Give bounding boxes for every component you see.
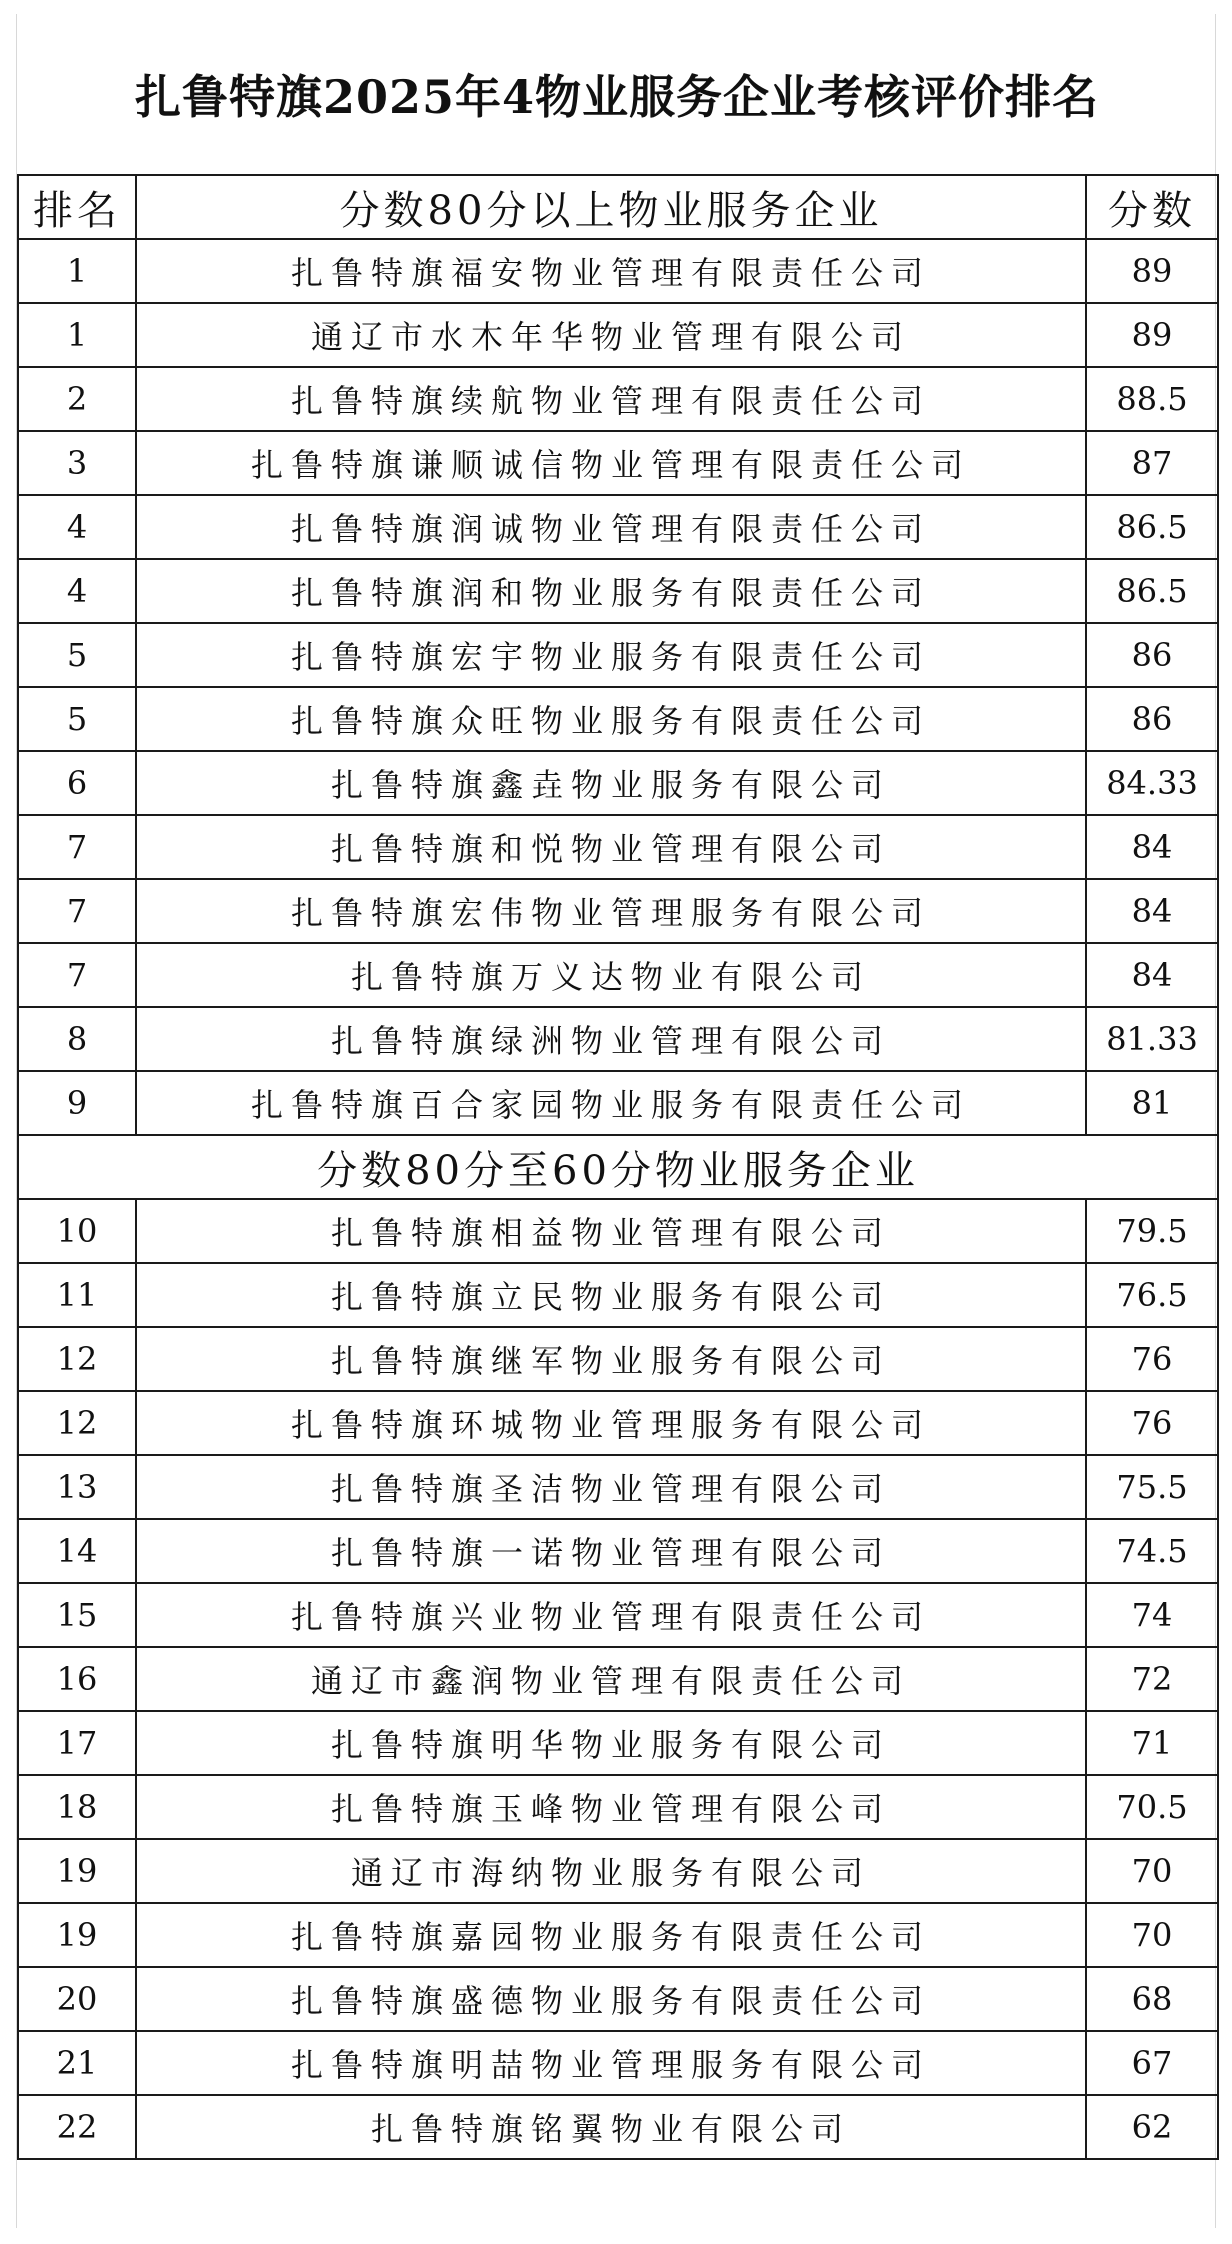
company-name-cell: 扎鲁特旗相益物业管理有限公司 [136,1199,1086,1263]
section-divider [18,1135,1218,1199]
score-cell: 74 [1086,1583,1218,1647]
company-name-cell: 扎鲁特旗百合家园物业服务有限责任公司 [136,1071,1086,1135]
table-row [18,1775,1218,1839]
company-name-cell: 扎鲁特旗鑫垚物业服务有限公司 [136,751,1086,815]
table-row [18,239,1218,303]
table-row [18,1199,1218,1263]
rank-cell: 7 [18,943,136,1007]
company-name-cell: 扎鲁特旗继军物业服务有限公司 [136,1327,1086,1391]
score-cell: 70 [1086,1839,1218,1903]
company-name-cell: 通辽市海纳物业服务有限公司 [136,1839,1086,1903]
rank-cell: 16 [18,1647,136,1711]
rank-column-header: 排名 [18,175,136,239]
table-row [18,1711,1218,1775]
company-column-header: 分数80分以上物业服务企业 [136,175,1086,239]
table-row [18,1519,1218,1583]
company-name-cell: 扎鲁特旗众旺物业服务有限责任公司 [136,687,1086,751]
rank-cell: 14 [18,1519,136,1583]
company-name-cell: 通辽市鑫润物业管理有限责任公司 [136,1647,1086,1711]
score-cell: 84 [1086,879,1218,943]
rank-cell: 17 [18,1711,136,1775]
table-row [18,1327,1218,1391]
score-cell: 88.5 [1086,367,1218,431]
table-row [18,1391,1218,1455]
table-row [18,1583,1218,1647]
score-cell: 71 [1086,1711,1218,1775]
above-80-section [18,239,1218,1135]
table-row [18,687,1218,751]
company-name-cell: 扎鲁特旗明喆物业管理服务有限公司 [136,2031,1086,2095]
score-cell: 76 [1086,1327,1218,1391]
table-row [18,495,1218,559]
rank-cell: 6 [18,751,136,815]
rank-cell: 7 [18,815,136,879]
score-cell: 76 [1086,1391,1218,1455]
score-cell: 68 [1086,1967,1218,2031]
score-column-header: 分数 [1086,175,1218,239]
company-name-cell: 扎鲁特旗明华物业服务有限公司 [136,1711,1086,1775]
rank-cell: 10 [18,1199,136,1263]
company-name-cell: 扎鲁特旗嘉园物业服务有限责任公司 [136,1903,1086,1967]
rank-cell: 19 [18,1903,136,1967]
score-cell: 84 [1086,943,1218,1007]
company-name-cell: 扎鲁特旗润和物业服务有限责任公司 [136,559,1086,623]
table-row [18,303,1218,367]
score-cell: 86 [1086,623,1218,687]
company-name-cell: 扎鲁特旗兴业物业管理有限责任公司 [136,1583,1086,1647]
company-name-cell: 扎鲁特旗谦顺诚信物业管理有限责任公司 [136,431,1086,495]
table-row [18,943,1218,1007]
page-title: 扎鲁特旗2025年4物业服务企业考核评价排名 [134,70,1100,124]
table-row [18,879,1218,943]
company-name-cell: 扎鲁特旗续航物业管理有限责任公司 [136,367,1086,431]
table-row [18,1839,1218,1903]
score-cell: 70.5 [1086,1775,1218,1839]
table-row [18,1903,1218,1967]
rank-cell: 12 [18,1327,136,1391]
score-cell: 86.5 [1086,495,1218,559]
rank-cell: 3 [18,431,136,495]
company-name-cell: 扎鲁特旗福安物业管理有限责任公司 [136,239,1086,303]
rank-cell: 15 [18,1583,136,1647]
rank-cell: 11 [18,1263,136,1327]
rank-cell: 4 [18,495,136,559]
score-cell: 86 [1086,687,1218,751]
document-sheet [16,14,1216,2228]
rank-cell: 19 [18,1839,136,1903]
rank-cell: 5 [18,623,136,687]
company-name-cell: 扎鲁特旗立民物业服务有限公司 [136,1263,1086,1327]
score-cell: 84 [1086,815,1218,879]
table-row [18,2095,1218,2159]
rank-cell: 2 [18,367,136,431]
score-cell: 74.5 [1086,1519,1218,1583]
company-name-cell: 扎鲁特旗万义达物业有限公司 [136,943,1086,1007]
section-title-row [18,1135,1218,1199]
rank-cell: 1 [18,239,136,303]
score-cell: 84.33 [1086,751,1218,815]
table-row [18,1455,1218,1519]
score-cell: 89 [1086,239,1218,303]
company-name-cell: 扎鲁特旗一诺物业管理有限公司 [136,1519,1086,1583]
score-cell: 89 [1086,303,1218,367]
table-row [18,815,1218,879]
60-to-80-section [18,1199,1218,2159]
table-row [18,1007,1218,1071]
rank-cell: 4 [18,559,136,623]
rank-cell: 20 [18,1967,136,2031]
company-name-cell: 扎鲁特旗玉峰物业管理有限公司 [136,1775,1086,1839]
score-cell: 72 [1086,1647,1218,1711]
table-row [18,1647,1218,1711]
score-cell: 67 [1086,2031,1218,2095]
rank-cell: 22 [18,2095,136,2159]
score-cell: 76.5 [1086,1263,1218,1327]
table-row [18,623,1218,687]
score-cell: 79.5 [1086,1199,1218,1263]
company-name-cell: 扎鲁特旗铭翼物业有限公司 [136,2095,1086,2159]
company-name-cell: 扎鲁特旗圣洁物业管理有限公司 [136,1455,1086,1519]
table-row [18,751,1218,815]
company-name-cell: 扎鲁特旗绿洲物业管理有限公司 [136,1007,1086,1071]
score-cell: 81.33 [1086,1007,1218,1071]
company-name-cell: 通辽市水木年华物业管理有限公司 [136,303,1086,367]
table-header-row [18,175,1218,239]
rank-cell: 8 [18,1007,136,1071]
company-name-cell: 扎鲁特旗和悦物业管理有限公司 [136,815,1086,879]
company-name-cell: 扎鲁特旗宏宇物业服务有限责任公司 [136,623,1086,687]
rank-cell: 13 [18,1455,136,1519]
score-cell: 87 [1086,431,1218,495]
table-row [18,559,1218,623]
score-cell: 86.5 [1086,559,1218,623]
rank-cell: 9 [18,1071,136,1135]
rank-cell: 12 [18,1391,136,1455]
company-name-cell: 扎鲁特旗盛德物业服务有限责任公司 [136,1967,1086,2031]
rank-cell: 21 [18,2031,136,2095]
score-cell: 75.5 [1086,1455,1218,1519]
table-row [18,2031,1218,2095]
table-row [18,431,1218,495]
score-cell: 70 [1086,1903,1218,1967]
table-row [18,1071,1218,1135]
section-title-60-80: 分数80分至60分物业服务企业 [18,1135,1218,1199]
rank-cell: 1 [18,303,136,367]
company-name-cell: 扎鲁特旗环城物业管理服务有限公司 [136,1391,1086,1455]
score-cell: 62 [1086,2095,1218,2159]
table-row [18,367,1218,431]
rank-cell: 18 [18,1775,136,1839]
score-cell: 81 [1086,1071,1218,1135]
table-row [18,1967,1218,2031]
company-name-cell: 扎鲁特旗润诚物业管理有限责任公司 [136,495,1086,559]
table-row [18,1263,1218,1327]
company-name-cell: 扎鲁特旗宏伟物业管理服务有限公司 [136,879,1086,943]
ranking-table [17,174,1219,2160]
rank-cell: 7 [18,879,136,943]
rank-cell: 5 [18,687,136,751]
